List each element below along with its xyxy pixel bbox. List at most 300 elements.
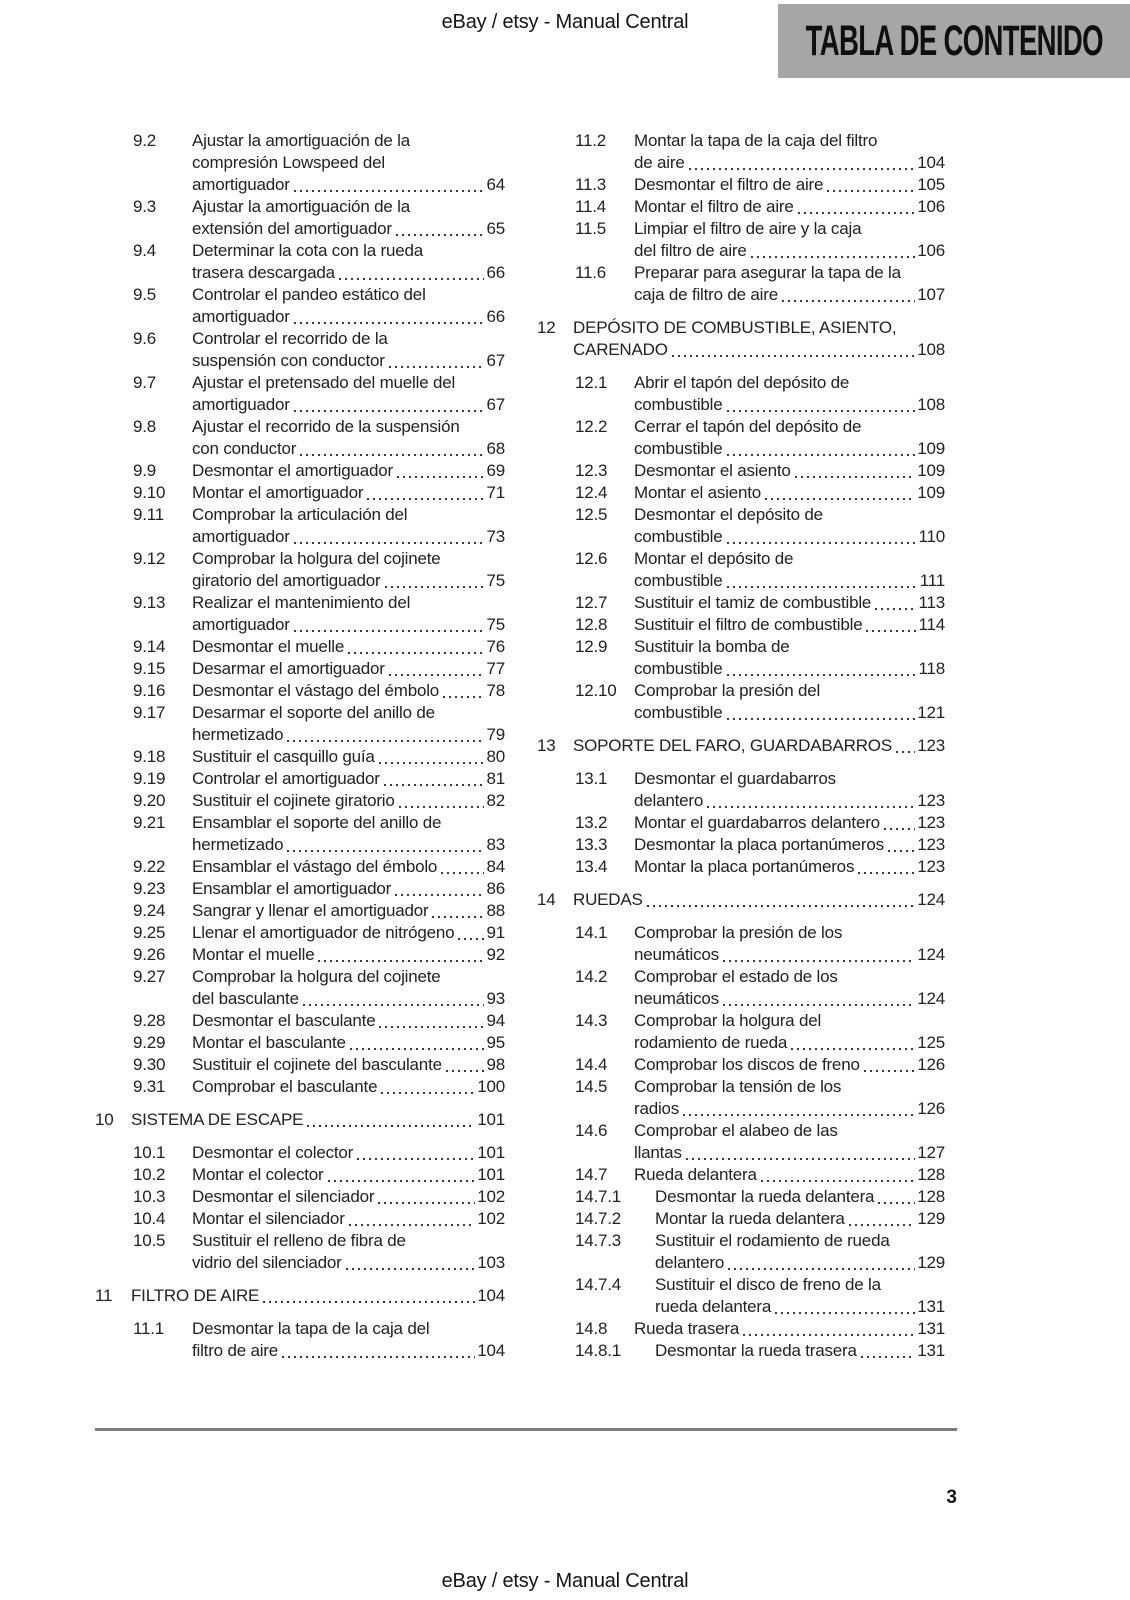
toc-entry-number: 12.8: [575, 615, 608, 634]
toc-entry-body: [192, 548, 505, 592]
toc-entry-line: [573, 735, 945, 757]
toc-entry-body: [192, 658, 505, 680]
toc-leader-dots: [389, 366, 485, 368]
toc-entry-title: Ensamblar el amortiguador: [192, 879, 392, 898]
toc-entry-number: 9.13: [133, 593, 166, 612]
toc-entry-page: 94: [486, 1011, 505, 1030]
toc-entry-line: [655, 1340, 945, 1362]
toc-entry-number: 12.5: [575, 505, 608, 524]
toc-entry: [95, 592, 505, 636]
toc-leader-dots: [884, 828, 915, 830]
toc-entry-line: [634, 614, 945, 636]
toc-entry: [537, 1010, 945, 1054]
toc-entry-title: Montar la rueda delantera: [655, 1209, 845, 1228]
toc-entry-title: Sangrar y llenar el amortiguador: [192, 901, 429, 920]
toc-leader-dots: [795, 476, 916, 478]
toc-leader-dots: [399, 806, 485, 808]
toc-entry-number: 14.5: [575, 1077, 608, 1096]
toc-entry-body: [634, 856, 945, 878]
toc-entry-title: Sustituir el cojinete giratorio: [192, 791, 395, 810]
toc-entry-page: 75: [486, 571, 505, 590]
toc-entry-body: [634, 1318, 945, 1340]
toc-entry-title: neumáticos: [634, 989, 719, 1008]
toc-entry-number: 12.1: [575, 373, 608, 392]
toc-entry-title: Desmontar el basculante: [192, 1011, 376, 1030]
toc-entry-page: 66: [486, 263, 505, 282]
toc-entry-page: 129: [917, 1253, 945, 1272]
toc-entry-body: [192, 768, 505, 790]
toc-entry-page: 91: [486, 923, 505, 942]
toc-leader-dots: [446, 1070, 485, 1072]
toc-entry-body: [634, 262, 945, 306]
toc-entry-body: [634, 768, 945, 812]
toc-entry-line: [634, 394, 945, 416]
toc-entry-line: [192, 702, 505, 724]
toc-entry-body: [192, 746, 505, 768]
toc-leader-dots: [294, 542, 485, 544]
toc-entry-number: 14.4: [575, 1055, 608, 1074]
toc-entry-body: [634, 614, 945, 636]
toc-entry-number: 12.9: [575, 637, 608, 656]
toc-entry-line: [634, 174, 945, 196]
toc-entry: [95, 196, 505, 240]
toc-entry-number: 12.2: [575, 417, 608, 436]
toc-entry-line: [192, 614, 505, 636]
toc-entry-body: [634, 1120, 945, 1164]
toc-entry-body: [192, 372, 505, 416]
toc-entry-title: Desmontar la placa portanúmeros: [634, 835, 884, 854]
toc-entry-number: 12.10: [575, 681, 617, 700]
toc-entry: [537, 614, 945, 636]
toc-entry-title: trasera descargada: [192, 263, 335, 282]
toc-entry-line: [634, 790, 945, 812]
toc-entry-page: 111: [919, 571, 945, 590]
toc-entry: [95, 1164, 505, 1186]
toc-entry-line: [634, 966, 945, 988]
toc-entry-body: [192, 1054, 505, 1076]
toc-entry-number: 13.1: [575, 769, 608, 788]
toc-entry-page: 67: [486, 395, 505, 414]
toc-entry-line: [634, 548, 945, 570]
toc-entry-number: 14.3: [575, 1011, 608, 1030]
toc-entry-title: del filtro de aire: [634, 241, 747, 260]
toc-entry: [95, 856, 505, 878]
toc-entry: [537, 1230, 945, 1274]
toc-column-2: [537, 130, 945, 1362]
toc-entry-title: amortiguador: [192, 175, 290, 194]
toc-entry-body: [634, 174, 945, 196]
toc-entry-page: 123: [917, 736, 945, 755]
toc-entry-body: [192, 240, 505, 284]
toc-entry-line: [192, 592, 505, 614]
toc-entry-line: [192, 1054, 505, 1076]
toc-entry-title: Montar el silenciador: [192, 1209, 345, 1228]
toc-leader-dots: [294, 410, 485, 412]
toc-section-entry: [537, 735, 945, 757]
toc-entry-title: Montar el guardabarros delantero: [634, 813, 880, 832]
toc-entry-body: [634, 592, 945, 614]
toc-entry-title: Desmontar el colector: [192, 1143, 354, 1162]
toc-leader-dots: [727, 718, 916, 720]
toc-entry-title: combustible: [634, 571, 723, 590]
toc-entry-number: 14.8.1: [575, 1341, 622, 1360]
toc-entry-page: 123: [917, 791, 945, 810]
toc-entry-line: [655, 1274, 945, 1296]
toc-entry-page: 93: [486, 989, 505, 1008]
toc-entry-body: [192, 460, 505, 482]
toc-entry-title: Sustituir el disco de freno de la: [655, 1275, 881, 1294]
toc-entry-line: [192, 196, 505, 218]
toc-entry-number: 9.31: [133, 1077, 166, 1096]
toc-leader-dots: [683, 1114, 915, 1116]
toc-entry-body: [192, 1208, 505, 1230]
toc-entry-page: 104: [917, 153, 945, 172]
toc-entry-number: 9.18: [133, 747, 166, 766]
toc-entry-number: 13.4: [575, 857, 608, 876]
toc-entry: [537, 922, 945, 966]
toc-entry-page: 106: [917, 197, 945, 216]
toc-entry: [537, 482, 945, 504]
toc-leader-dots: [727, 454, 916, 456]
toc-entry-title: de aire: [634, 153, 685, 172]
toc-entry-title: Ajustar el pretensado del muelle del: [192, 373, 456, 392]
toc-entry-line: [192, 768, 505, 790]
toc-entry-title: Desmontar el asiento: [634, 461, 791, 480]
toc-entry-page: 106: [917, 241, 945, 260]
toc-leader-dots: [432, 916, 484, 918]
toc-entry-title: rodamiento de rueda: [634, 1033, 788, 1052]
toc-leader-dots: [727, 542, 917, 544]
toc-entry-body: [192, 702, 505, 746]
toc-entry-body: [655, 1186, 945, 1208]
toc-entry-number: 14.7.4: [575, 1275, 622, 1294]
toc-entry-line: [634, 130, 945, 152]
toc-entry-number: 14.7.3: [575, 1231, 622, 1250]
toc-entry: [537, 548, 945, 592]
toc-entry-number: 9.10: [133, 483, 166, 502]
toc-entry: [537, 1318, 945, 1340]
toc-entry-line: [634, 152, 945, 174]
toc-entry-title: del basculante: [192, 989, 299, 1008]
toc-entry-body: [634, 812, 945, 834]
toc-leader-dots: [339, 278, 485, 280]
toc-entry-body: [634, 416, 945, 460]
toc-entry-line: [192, 1318, 505, 1340]
toc-entry-number: 9.7: [133, 373, 157, 392]
toc-entry-line: [634, 1318, 945, 1340]
toc-entry-title: combustible: [634, 395, 723, 414]
toc-entry-number: 11: [95, 1286, 113, 1305]
toc-entry-number: 9.30: [133, 1055, 166, 1074]
toc-entry-line: [192, 130, 505, 152]
toc-entry-number: 10.4: [133, 1209, 166, 1228]
toc-entry-line: [634, 526, 945, 548]
toc-entry-number: 9.12: [133, 549, 166, 568]
toc-entry-number: 11.2: [575, 131, 607, 150]
toc-leader-dots: [397, 476, 485, 478]
toc-leader-dots: [866, 630, 916, 632]
toc-entry-title: delantero: [634, 791, 704, 810]
toc-leader-dots: [294, 322, 485, 324]
toc-entry-body: [192, 1142, 505, 1164]
toc-entry-page: 131: [917, 1319, 945, 1338]
toc-leader-dots: [782, 300, 915, 302]
toc-entry-number: 14.7.1: [575, 1187, 622, 1206]
toc-entry-title: Comprobar el estado de los: [634, 967, 838, 986]
toc-entry-page: 129: [917, 1209, 945, 1228]
toc-leader-dots: [727, 410, 916, 412]
toc-leader-dots: [300, 454, 484, 456]
toc-entry-line: [192, 526, 505, 548]
toc-entry-line: [192, 372, 505, 394]
toc-entry-page: 102: [477, 1209, 505, 1228]
toc-leader-dots: [328, 1180, 476, 1182]
doc-footer-title: eBay / etsy - Manual Central: [441, 1570, 689, 1592]
toc-entry-line: [192, 350, 505, 372]
toc-entry-line: [192, 658, 505, 680]
toc-entry-number: 11.6: [575, 263, 607, 282]
toc-entry-line: [192, 834, 505, 856]
toc-entry-page: 101: [477, 1165, 505, 1184]
doc-header-title: eBay / etsy - Manual Central: [441, 11, 689, 33]
toc-entry-number: 9.26: [133, 945, 166, 964]
toc-entry-body: [634, 966, 945, 1010]
toc-entry-line: [634, 262, 945, 284]
toc-leader-dots: [349, 1224, 476, 1226]
toc-entry-page: 109: [917, 439, 945, 458]
toc-entry-body: [192, 790, 505, 812]
toc-entry-body: [655, 1340, 945, 1362]
toc-entry-title: Comprobar la presión de los: [634, 923, 843, 942]
toc-entry-line: [634, 1098, 945, 1120]
toc-entry-number: 11.3: [575, 175, 607, 194]
toc-entry: [537, 1164, 945, 1186]
toc-entry-number: 9.19: [133, 769, 166, 788]
toc-leader-dots: [727, 586, 918, 588]
toc-leader-dots: [385, 586, 485, 588]
toc-entry-title: suspensión con conductor: [192, 351, 385, 370]
toc-entry-line: [192, 900, 505, 922]
toc-entry: [95, 548, 505, 592]
toc-entry-line: [573, 889, 945, 911]
toc-entry-line: [192, 1164, 505, 1186]
toc-entry-page: 127: [917, 1143, 945, 1162]
toc-entry-line: [634, 658, 945, 680]
toc-entry-body: [192, 196, 505, 240]
toc-entry-body: [655, 1230, 945, 1274]
toc-leader-dots: [672, 355, 915, 357]
toc-entry-title: rueda delantera: [655, 1297, 772, 1316]
toc-entry: [537, 218, 945, 262]
toc-entry-body: [192, 592, 505, 636]
toc-entry-title: Limpiar el filtro de aire y la caja: [634, 219, 862, 238]
toc-entry-body: [655, 1274, 945, 1318]
toc-entry: [95, 1208, 505, 1230]
toc-entry-line: [634, 768, 945, 790]
toc-entry-line: [634, 1010, 945, 1032]
toc-entry: [537, 812, 945, 834]
toc-entry-page: 95: [486, 1033, 505, 1052]
toc-entry-body: [192, 482, 505, 504]
toc-entry-line: [634, 240, 945, 262]
toc-leader-dots: [765, 498, 915, 500]
toc-leader-dots: [350, 1048, 485, 1050]
toc-entry-title: Comprobar el alabeo de las: [634, 1121, 838, 1140]
toc-entry-page: 69: [486, 461, 505, 480]
toc-entry-body: [192, 680, 505, 702]
toc-entry-line: [192, 790, 505, 812]
toc-entry-body: [634, 482, 945, 504]
toc-entry-number: 9.21: [133, 813, 166, 832]
toc-entry-line: [192, 856, 505, 878]
toc-entry-line: [192, 570, 505, 592]
toc-entry-number: 14: [537, 890, 556, 909]
toc-leader-dots: [878, 1202, 915, 1204]
toc-entry: [537, 856, 945, 878]
toc-entry-number: 9.27: [133, 967, 166, 986]
toc-leader-dots: [287, 740, 484, 742]
page-number: 3: [946, 1487, 957, 1508]
toc-entry: [537, 1186, 945, 1208]
toc-entry: [537, 1340, 945, 1362]
toc-leader-dots: [348, 652, 484, 654]
toc-entry-number: 9.4: [133, 241, 157, 260]
toc-entry-title: Llenar el amortiguador de nitrógeno: [192, 923, 455, 942]
toc-entry-title: RUEDAS: [573, 890, 643, 909]
toc-entry-page: 81: [486, 769, 505, 788]
toc-entry-line: [192, 1010, 505, 1032]
toc-entry: [95, 1076, 505, 1098]
toc-entry: [95, 636, 505, 658]
toc-entry: [95, 944, 505, 966]
toc-entry-page: 102: [477, 1187, 505, 1206]
toc-entry-title: Desmontar la rueda delantera: [655, 1187, 875, 1206]
toc-entry-line: [192, 966, 505, 988]
toc-entry: [537, 262, 945, 306]
toc-entry-title: caja de filtro de aire: [634, 285, 778, 304]
toc-entry-body: [634, 548, 945, 592]
toc-entry-body: [192, 1186, 505, 1208]
toc-entry-line: [192, 1208, 505, 1230]
toc-entry-title: amortiguador: [192, 615, 290, 634]
toc-entry-number: 10.1: [133, 1143, 166, 1162]
toc-leader-dots: [743, 1334, 915, 1336]
toc-entry-body: [192, 284, 505, 328]
toc-entry-body: [634, 680, 945, 724]
toc-entry-page: 98: [486, 1055, 505, 1074]
toc-entry-title: extensión del amortiguador: [192, 219, 392, 238]
toc-entry-page: 114: [918, 615, 945, 634]
toc-entry-page: 65: [486, 219, 505, 238]
toc-entry-title: Comprobar la tensión de los: [634, 1077, 842, 1096]
toc-entry: [95, 130, 505, 196]
toc-entry-line: [192, 988, 505, 1010]
toc-entry-number: 9.23: [133, 879, 166, 898]
toc-entry: [95, 372, 505, 416]
toc-entry-number: 9.6: [133, 329, 157, 348]
toc-entry-body: [634, 1054, 945, 1076]
toc-entry-title: Preparar para asegurar la tapa de la: [634, 263, 901, 282]
toc-entry-line: [192, 218, 505, 240]
toc-entry-page: 108: [917, 395, 945, 414]
toc-entry-line: [634, 1142, 945, 1164]
toc-entry-body: [192, 1010, 505, 1032]
toc-entry-number: 9.16: [133, 681, 166, 700]
toc-entry-number: 13.3: [575, 835, 608, 854]
toc-entry-title: radios: [634, 1099, 680, 1118]
toc-entry-line: [634, 218, 945, 240]
toc-entry-page: 100: [477, 1077, 505, 1096]
toc-leader-dots: [346, 1268, 476, 1270]
toc-entry-body: [634, 834, 945, 856]
toc-entry-line: [192, 812, 505, 834]
toc-entry-title: amortiguador: [192, 395, 290, 414]
toc-entry-number: 12.4: [575, 483, 608, 502]
toc-entry-body: [634, 372, 945, 416]
toc-entry-body: [192, 944, 505, 966]
toc-entry-title: Abrir el tapón del depósito de: [634, 373, 850, 392]
toc-entry-page: 121: [917, 703, 945, 722]
toc-entry: [95, 1230, 505, 1274]
toc-entry-line: [634, 944, 945, 966]
toc-entry-number: 10: [95, 1110, 114, 1129]
toc-entry-line: [634, 702, 945, 724]
toc-entry-title: Montar el basculante: [192, 1033, 346, 1052]
toc-entry-line: [192, 262, 505, 284]
toc-entry-title: Montar el colector: [192, 1165, 324, 1184]
toc-leader-dots: [727, 674, 917, 676]
toc-entry-title: Sustituir el rodamiento de rueda: [655, 1231, 890, 1250]
toc-leader-dots: [287, 850, 484, 852]
toc-leader-dots: [686, 1158, 915, 1160]
toc-entry-body: [192, 636, 505, 658]
toc-entry: [537, 680, 945, 724]
toc-entry-title: Sustituir el relleno de fibra de: [192, 1231, 406, 1250]
toc-entry-page: 131: [917, 1297, 945, 1316]
toc-entry-body: [192, 328, 505, 372]
toc-entry-page: 126: [917, 1055, 945, 1074]
toc-entry-line: [192, 460, 505, 482]
toc-entry: [537, 1208, 945, 1230]
toc-entry-title: Desmontar el filtro de aire: [634, 175, 824, 194]
toc-entry-title: Comprobar la articulación del: [192, 505, 408, 524]
toc-leader-dots: [294, 190, 485, 192]
toc-entry-line: [192, 878, 505, 900]
toc-entry: [95, 416, 505, 460]
toc-entry-page: 124: [917, 945, 945, 964]
toc-entry: [537, 372, 945, 416]
toc-entry-title: Ajustar la amortiguación de la: [192, 131, 410, 150]
toc-leader-dots: [875, 608, 916, 610]
toc-entry-title: Realizar el mantenimiento del: [192, 593, 411, 612]
toc-entry: [95, 900, 505, 922]
toc-leader-dots: [303, 1004, 485, 1006]
toc-entry-line: [192, 1340, 505, 1362]
toc-leader-dots: [864, 1070, 916, 1072]
toc-entry-line: [634, 1164, 945, 1186]
footer-rule: [95, 1428, 957, 1431]
toc-entry-title: Montar el filtro de aire: [634, 197, 794, 216]
toc-entry-number: 10.2: [133, 1165, 166, 1184]
toc-leader-dots: [775, 1312, 915, 1314]
toc-entry-line: [573, 317, 945, 339]
toc-entry-page: 77: [486, 659, 505, 678]
toc-entry: [95, 878, 505, 900]
toc-entry-page: 123: [917, 835, 945, 854]
toc-entry-line: [634, 834, 945, 856]
toc-entry-page: 84: [486, 857, 505, 876]
toc-entry-line: [131, 1109, 505, 1131]
